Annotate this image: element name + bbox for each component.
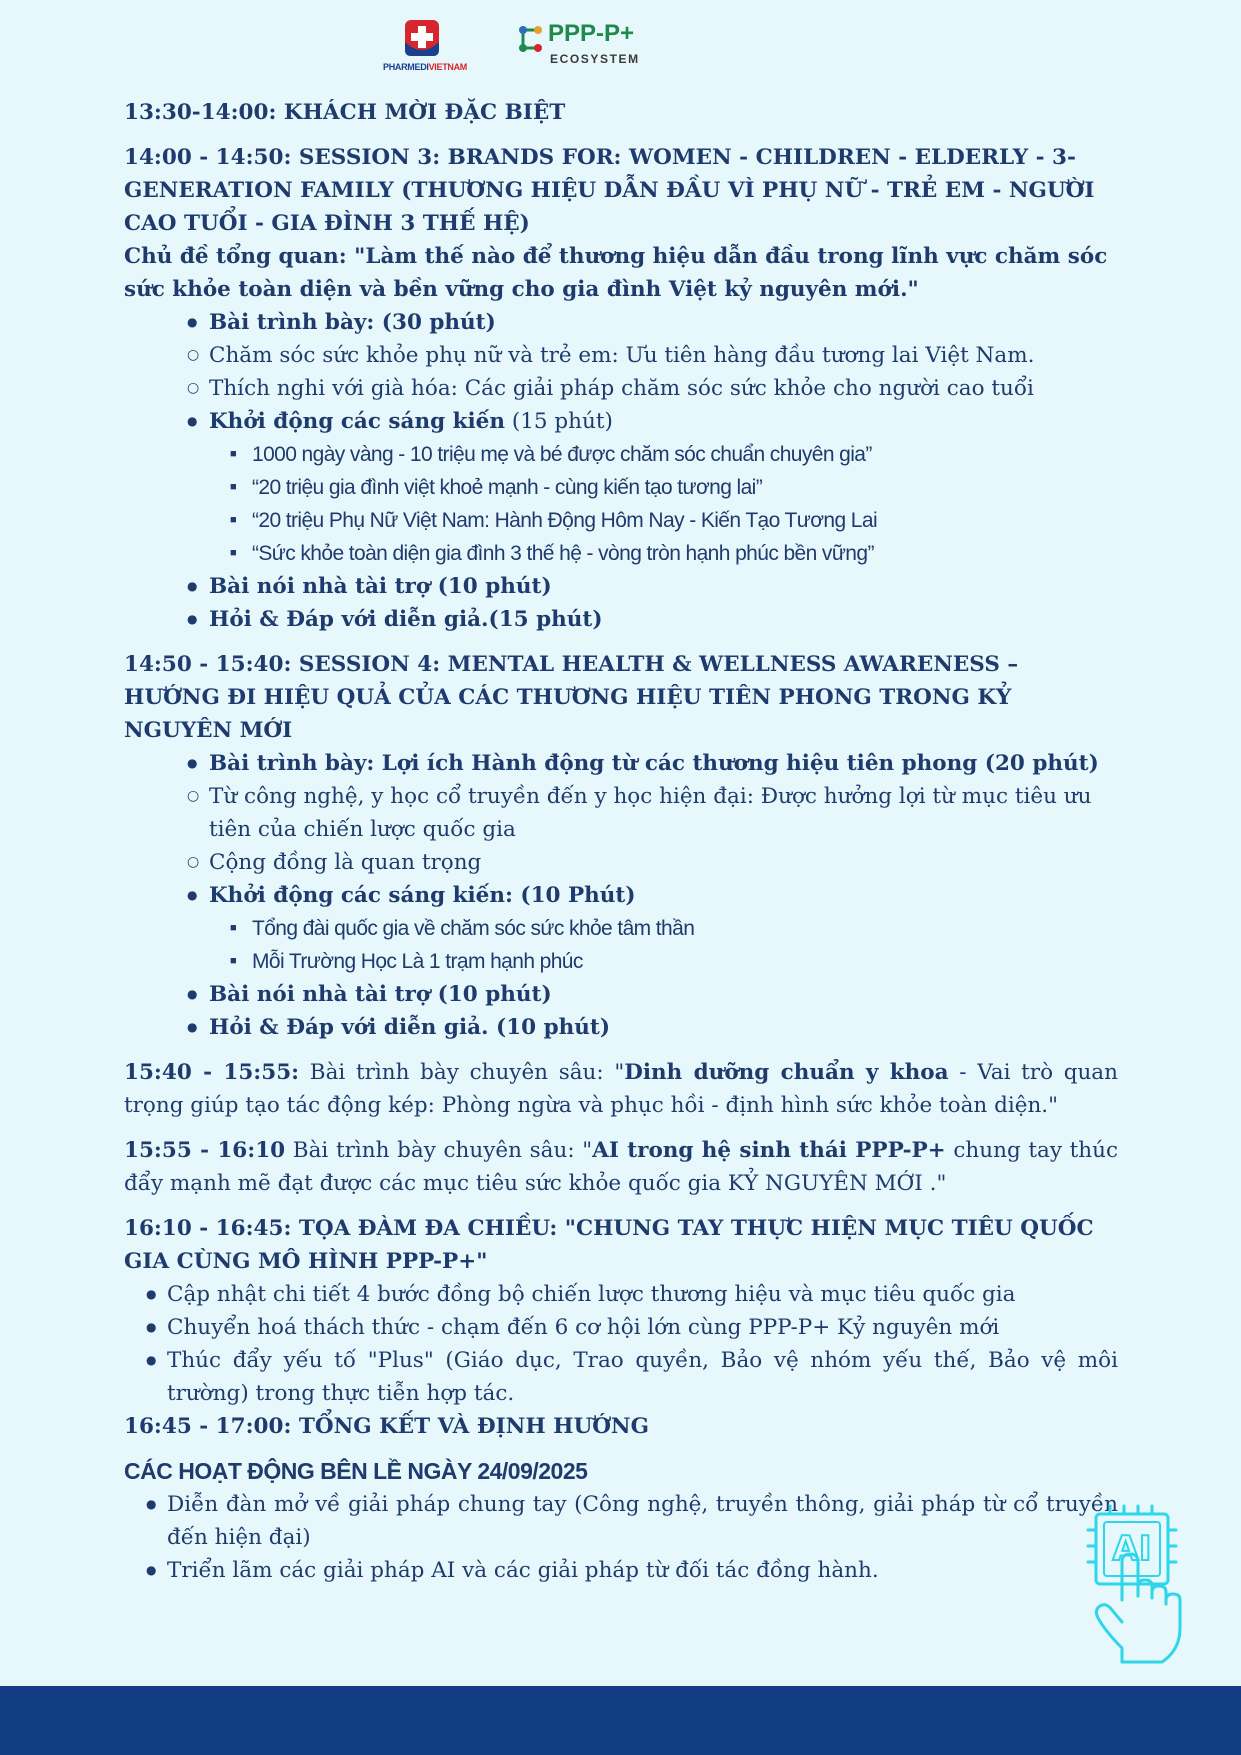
agenda-content: [124, 96, 1118, 1587]
list-item: ● Bài trình bày: Lợi ích Hành động từ các thương hiệu tiên phong (20 phút): [124, 747, 1118, 780]
list-item: ● Khởi động các sáng kiến (15 phút): [124, 405, 1118, 438]
initiative-item: ■ Mỗi Trường Học Là 1 trạm hạnh phúc: [124, 945, 1118, 978]
list-item: ● Khởi động các sáng kiến: (10 Phút): [124, 879, 1118, 912]
list-item: ● Cập nhật chi tiết 4 bước đồng bộ chiến lược thương hiệu và mục tiêu quốc gia: [124, 1278, 1118, 1311]
list-item: ● Bài nói nhà tài trợ (10 phút): [124, 570, 1118, 603]
pharmedi-logo-text: PHARMEDIVIETNAM: [383, 62, 468, 72]
ppp-logo-title: PPP-P+: [548, 20, 635, 47]
list-item: ● Bài trình bày: (30 phút): [124, 306, 1118, 339]
list-item: ● Chuyển hoá thách thức - chạm đến 6 cơ hội lớn cùng PPP-P+ Kỷ nguyên mới: [124, 1311, 1118, 1344]
ppp-ecosystem-logo: [518, 20, 658, 72]
session-3-topic: Chủ đề tổng quan: "Làm thế nào để thương hiệu dẫn đầu trong lĩnh vực chăm sóc sức khỏe toàn diện và bền vững cho gia đình Việt kỷ nguyên mới.": [124, 244, 1108, 302]
session-3-heading: 14:00 - 14:50: SESSION 3: BRANDS FOR: WOMEN - CHILDREN - ELDERLY - 3-GENERATION FAMILY (THƯƠNG HIỆU DẪN ĐẦU VÌ PHỤ NỮ - TRẺ EM - NGƯỜI CAO TUỔI - GIA ĐÌNH 3 THẾ HỆ): [124, 145, 1095, 236]
initiative-item: ■ 1000 ngày vàng - 10 triệu mẹ và bé được chăm sóc chuẩn chuyên gia”: [124, 438, 1118, 471]
session-3-list: [124, 306, 1118, 636]
ppp-logo-subtitle: ECOSYSTEM: [550, 52, 640, 66]
pharmedi-logo: [383, 18, 468, 74]
initiative-item: ■ “20 triệu Phụ Nữ Việt Nam: Hành Động Hôm Nay - Kiến Tạo Tương Lai: [124, 504, 1118, 537]
side-activities-list: [124, 1488, 1118, 1587]
molecule-icon: [518, 24, 544, 54]
initiative-item: ■ “Sức khỏe toàn diện gia đình 3 thế hệ - vòng tròn hạnh phúc bền vững”: [124, 537, 1118, 570]
session-1555-paragraph: 15:55 - 16:10 Bài trình bày chuyên sâu: "AI trong hệ sinh thái PPP-P+ chung tay thúc đẩy mạnh mẽ đạt được các mục tiêu sức khỏe quốc gia KỶ NGUYÊN MỚI .": [124, 1138, 1119, 1196]
list-item: ● Diễn đàn mở về giải pháp chung tay (Công nghệ, truyền thông, giải pháp từ cổ truyền đến hiện đại): [124, 1488, 1118, 1554]
side-activities-title: CÁC HOẠT ĐỘNG BÊN LỀ NGÀY 24/09/2025: [124, 1458, 588, 1484]
list-item: ● Bài nói nhà tài trợ (10 phút): [124, 978, 1118, 1011]
session-4-list: [124, 747, 1118, 1044]
list-item: ● Hỏi & Đáp với diễn giả.(15 phút): [124, 603, 1118, 636]
list-item: ○ Chăm sóc sức khỏe phụ nữ và trẻ em: Ưu tiên hàng đầu tương lai Việt Nam.: [124, 339, 1118, 372]
session-1645-heading: 16:45 - 17:00: TỔNG KẾT VÀ ĐỊNH HƯỚNG: [124, 1414, 649, 1439]
list-item: ○ Cộng đồng là quan trọng: [124, 846, 1118, 879]
list-item: ● Triển lãm các giải pháp AI và các giải pháp từ đối tác đồng hành.: [124, 1554, 1118, 1587]
list-item: ○ Thích nghi với già hóa: Các giải pháp chăm sóc sức khỏe cho người cao tuổi: [124, 372, 1118, 405]
list-item: ● Thúc đẩy yếu tố "Plus" (Giáo dục, Trao quyền, Bảo vệ nhóm yếu thế, Bảo vệ môi trường) trong thực tiễn hợp tác.: [124, 1344, 1118, 1410]
session-1330-heading: 13:30-14:00: KHÁCH MỜI ĐẶC BIỆT: [124, 100, 566, 125]
list-item: ○ Từ công nghệ, y học cổ truyền đến y học hiện đại: Được hưởng lợi từ mục tiêu ưu tiên của chiến lược quốc gia: [124, 780, 1118, 846]
session-1610-list: [124, 1278, 1118, 1410]
list-item: ● Hỏi & Đáp với diễn giả. (10 phút): [124, 1011, 1118, 1044]
pharmedi-cross-icon: [403, 18, 441, 58]
session-4-heading: 14:50 - 15:40: SESSION 4: MENTAL HEALTH & WELLNESS AWARENESS – HƯỚNG ĐI HIỆU QUẢ CỦA CÁC THƯƠNG HIỆU TIÊN PHONG TRONG KỶ NGUYÊN MỚI: [124, 652, 1019, 743]
initiative-item: ■ Tổng đài quốc gia về chăm sóc sức khỏe tâm thần: [124, 912, 1118, 945]
ai-hand-icon: [1082, 1500, 1212, 1670]
ai-label: AI: [1112, 1529, 1152, 1569]
session-1540-paragraph: 15:40 - 15:55: Bài trình bày chuyên sâu: "Dinh dưỡng chuẩn y khoa - Vai trò quan trọng giúp tạo tác động kép: Phòng ngừa và phục hồi - định hình sức khỏe toàn diện.": [124, 1060, 1118, 1118]
initiative-item: ■ “20 triệu gia đình việt khoẻ mạnh - cùng kiến tạo tương lai”: [124, 471, 1118, 504]
footer-bar: [0, 1686, 1241, 1755]
session-1610-heading: 16:10 - 16:45: TỌA ĐÀM ĐA CHIỀU: "CHUNG TAY THỰC HIỆN MỤC TIÊU QUỐC GIA CÙNG MÔ HÌNH PPP-P+": [124, 1216, 1094, 1274]
header: [0, 14, 1241, 76]
